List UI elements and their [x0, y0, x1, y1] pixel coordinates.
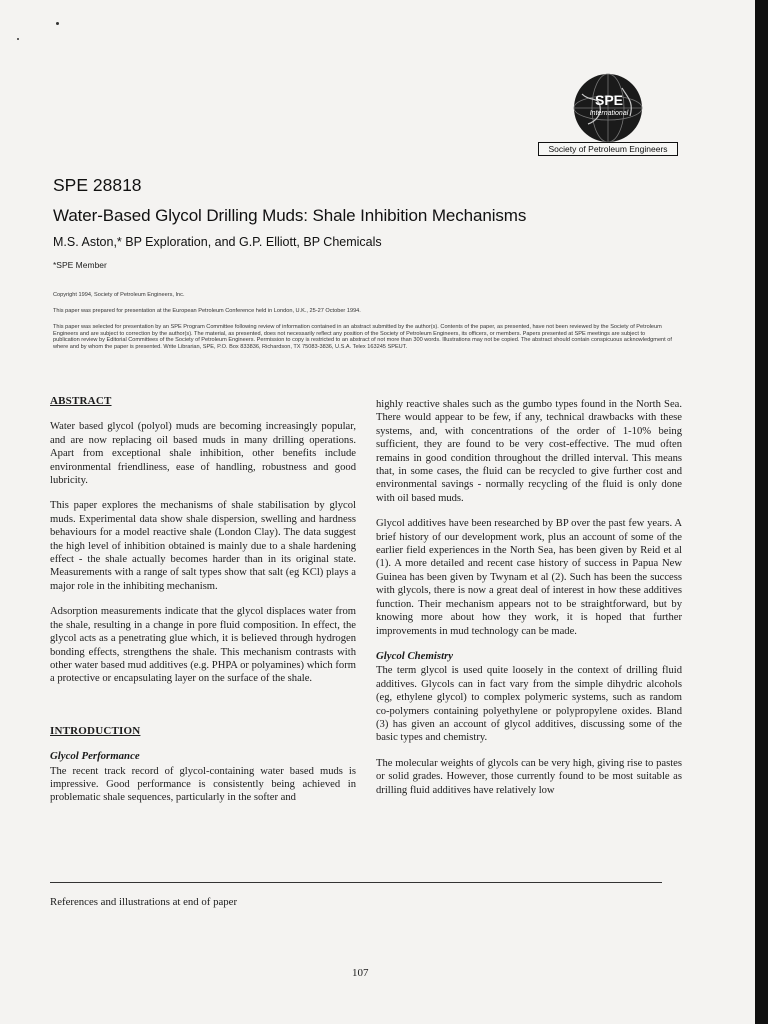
introduction-paragraph: The recent track record of glycol-containing water based muds is impressive. Good performance is consistently being achieved in problematic shale sequences, particularly in the softer and: [50, 765, 356, 804]
abstract-paragraph: This paper explores the mechanisms of shale stabilisation by glycol muds. Experimental data show shale dispersion, swelling and hardness behaviours for a model reactive shale (London Clay). The data suggest the high level of inhibition obtained is mainly due to a shale hardening effect - the shale actually becomes harder than in its original state. Measurements with a range of salt types show that salt (eg KCl) plays a major role in the inhibiting mechanism.: [50, 500, 356, 592]
paper-authors: M.S. Aston,* BP Exploration, and G.P. Elliott, BP Chemicals: [53, 235, 382, 249]
member-note: *SPE Member: [53, 260, 107, 270]
abstract-heading: ABSTRACT: [50, 395, 112, 407]
footnote-divider: [50, 882, 662, 883]
left-column: [50, 395, 356, 817]
copyright-line: Copyright 1994, Society of Petroleum Engineers, Inc.: [53, 292, 185, 298]
page-number: 107: [352, 967, 369, 979]
globe-icon: [538, 72, 678, 144]
paper-id: SPE 28818: [53, 175, 142, 195]
paper-title: Water-Based Glycol Drilling Muds: Shale Inhibition Mechanisms: [53, 206, 527, 225]
body-paragraph: Glycol additives have been researched by BP over the past few years. A brief history of our development work, plus an account of some of the earlier field experiences in the North Sea, has been given by Reid et al (1). A more detailed and recent case history of success in Papua New Guinea has been given by Twynam et al (2). Such has been the success with glycols, there is now a great deal of interest in how these additives function. Their mechanism appears not to be straightforward, but by knowing more about how they work, it is hoped that further improvements in mud technology can be made.: [376, 518, 682, 637]
scan-speck: [17, 38, 19, 40]
logo-society-name: Society of Petroleum Engineers: [538, 142, 678, 156]
abstract-paragraph: Adsorption measurements indicate that the glycol displaces water from the shale, resulting in a change in pore fluid composition. In effect, the glycol acts as a penetrating glue which, it is believed through hydrogen bonding effects, strengthens the shale. This mechanism contrasts with other water based mud additives (e.g. PHPA or polyamines) which form a protective or encapsulating layer on the surface of the shale.: [50, 606, 356, 685]
right-column: [376, 398, 682, 809]
logo-brand: SPE: [594, 92, 623, 108]
glycol-performance-heading: Glycol Performance: [50, 750, 140, 763]
logo-subtitle: International: [589, 110, 629, 117]
abstract-paragraph: Water based glycol (polyol) muds are becoming increasingly popular, and are now replacing oil based muds in many drilling operations. Apart from exceptional shale inhibition, other benefits include environmental friendliness, ease of handling, robustness and good lubricity.: [50, 421, 356, 487]
footnote: References and illustrations at end of paper: [50, 896, 238, 908]
body-paragraph: The molecular weights of glycols can be very high, giving rise to pastes or solid grades. However, those currently found to be most suitable as drilling fluid additives have relatively low: [376, 757, 682, 796]
disclaimer-text: This paper was selected for presentation by an SPE Program Committee following review of information contained in an abstract submitted by the author(s). Contents of the paper, as presented, have not been reviewed by the Society of Petroleum Engineers and are subject to correction by the author(s). The material, as presented, does not necessarily reflect any position of the Society of Petroleum Engineers, its officers, or members. Papers presented at SPE meetings are subject to publication review by Editorial Committees of the Society of Petroleum Engineers. Permission to copy is restricted to an abstract of not more than 300 words. Illustrations may not be copied. The abstract should contain conspicuous acknowledgment of where and by whom the paper is presented. Write Librarian, SPE, P.O. Box 833836, Richardson, TX 75083-3836, U.S.A. Telex 163245 SPEUT.: [53, 324, 672, 350]
scan-speck: [56, 22, 59, 25]
presentation-line: This paper was prepared for presentation at the European Petroleum Conference held in London, U.K., 25-27 October 1994.: [53, 308, 361, 314]
introduction-heading: INTRODUCTION: [50, 724, 141, 737]
glycol-chemistry-heading: Glycol Chemistry: [376, 649, 454, 662]
spe-logo: [538, 72, 678, 160]
body-paragraph: highly reactive shales such as the gumbo types found in the North Sea. There would appear to be few, if any, technical drawbacks with these systems, and, with concentrations of the order of 1-10% being sufficient, they are found to be very cost-effective. The mud often remains in good condition throughout the drilled interval. This means that, in some cases, the fluid can be recycled to give further cost and environmental savings - normally recycling of the fluid is only done with oil based muds.: [376, 399, 682, 504]
scan-edge: [755, 0, 768, 1024]
body-paragraph: The term glycol is used quite loosely in the context of drilling fluid additives. Glycols can in fact vary from the simple dihydric alcohols (eg, ethylene glycol) to complex polymeric systems, such as random co-polymers containing polyethylene or polypropylene oxides. Bland (3) has given an account of glycol additives, discussing some of the basic types and chemistry.: [376, 665, 682, 744]
